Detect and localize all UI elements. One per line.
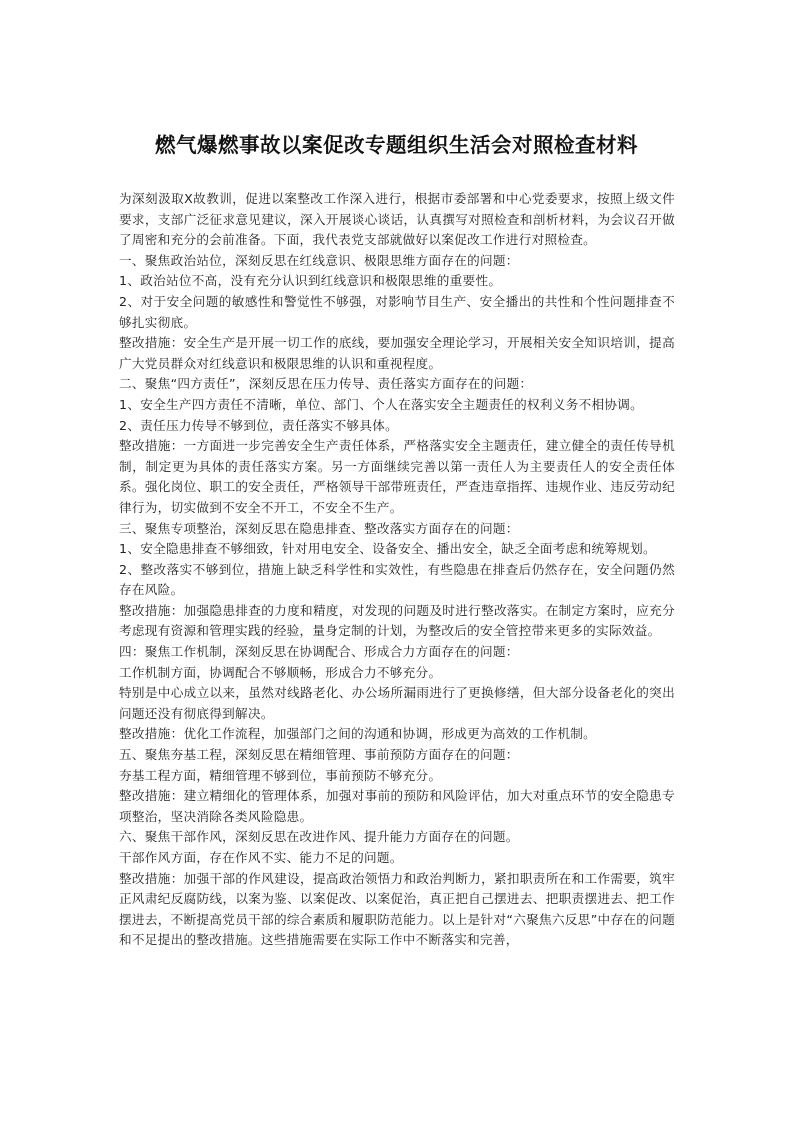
rectification-measure: 整改措施：安全生产是开展一切工作的底线，要加强安全理论学习，开展相关安全知识培训，提高广大党员群众对红线意识和极限思维的认识和重视程度。 xyxy=(119,335,675,371)
rectification-measure: 整改措施：建立精细化的管理体系，加强对事前的预防和风险评估，加大对重点环节的安全隐患专项整治，坚决消除各类风险隐患。 xyxy=(119,788,675,824)
section-heading-6: 六、聚焦干部作风，深刻反思在改进作风、提升能力方面存在的问题。 xyxy=(119,829,519,845)
paragraph: 特别是中心成立以来，虽然对线路老化、办公场所漏雨进行了更换修缮，但大部分设备老化的突出问题还没有彻底得到解决。 xyxy=(119,685,675,721)
rectification-measure: 整改措施：一方面进一步完善安全生产责任体系，严格落实安全主题责任，建立健全的责任传导机制，制定更为具体的责任落实方案。另一方面继续完善以第一责任人为主要责任人的安全责任体系。强化岗位、职工的安全责任，严格领导干部带班责任，严查违章指挥、违规作业、违反劳动纪律行为，切实做到不安全不开工，不安全不生产。 xyxy=(119,438,675,515)
section-heading-5: 五、聚焦夯基工程，深刻反思在精细管理、事前预防方面存在的问题： xyxy=(119,747,519,763)
list-item: 2、对于安全问题的敏感性和警觉性不够强，对影响节目生产、安全播出的共性和个性问题排查不够扎实彻底。 xyxy=(119,293,675,330)
rectification-measure: 整改措施：优化工作流程，加强部门之间的沟通和协调，形成更为高效的工作机制。 xyxy=(119,726,597,742)
list-item: 2、责任压力传导不够到位，责任落实不够具体。 xyxy=(119,417,399,433)
rectification-measure: 整改措施：加强隐患排查的力度和精度，对发现的问题及时进行整改落实。在制定方案时，应充分考虑现有资源和管理实践的经验，量身定制的计划，为整改后的安全管控带来更多的实际效益。 xyxy=(119,602,675,639)
list-item: 1、安全生产四方责任不清晰，单位、部门、个人在落实安全主题责任的权利义务不相协调。 xyxy=(119,396,644,412)
paragraph-intro: 为深刻汲取X故教训，促进以案整改工作深入进行，根据市委部署和中心党委要求，按照上级文件要求，支部广泛征求意见建议，深入开展谈心谈话，认真撰写对照检查和剖析材料，为会议召开做了周密和充分的会前准备。下面，我代表党支部就做好以案促改工作进行对照检查。 xyxy=(119,191,675,248)
section-heading-3: 三、聚焦专项整治，深刻反思在隐患排查、整改落实方面存在的问题： xyxy=(119,520,519,536)
section-heading-2: 二、聚焦“四方责任”，深刻反思在压力传导、责任落实方面存在的问题： xyxy=(119,376,533,392)
list-item: 2、整改落实不够到位，措施上缺乏科学性和实效性，有些隐患在排查后仍然存在，安全问题仍然存在风险。 xyxy=(119,561,675,598)
paragraph: 干部作风方面，存在作风不实、能力不足的问题。 xyxy=(119,850,403,865)
document-body xyxy=(119,189,675,951)
page-title: 燃气爆燃事故以案促改专题组织生活会对照检查材料 xyxy=(155,133,638,157)
rectification-measure: 整改措施：加强干部的作风建设，提高政治领悟力和政治判断力，紧扣职责所在和工作需要，筑牢正风肃纪反腐防线，以案为鉴、以案促改、以案促治，真正把自己摆进去、把职责摆进去、把工作摆进去，不断提高党员干部的综合素质和履职防范能力。以上是针对“六聚焦六反思”中存在的问题和不足提出的整改措施。这些措施需要在实际工作中不断落实和完善， xyxy=(119,870,675,948)
list-item: 1、安全隐患排查不够细致，针对用电安全、设备安全、播出安全，缺乏全面考虑和统筹规划。 xyxy=(119,541,656,557)
paragraph: 工作机制方面，协调配合不够顺畅，形成合力不够充分。 xyxy=(119,664,442,680)
section-heading-1: 一、聚焦政治站位，深刻反思在红线意识、极限思维方面存在的问题： xyxy=(119,252,519,268)
paragraph: 夯基工程方面，精细管理不够到位，事前预防不够充分。 xyxy=(119,767,442,783)
section-heading-4: 四：聚焦工作机制，深刻反思在协调配合、形成合力方面存在的问题： xyxy=(119,644,519,660)
list-item: 1、政治站位不高，没有充分认识到红线意识和极限思维的重要性。 xyxy=(119,273,502,289)
